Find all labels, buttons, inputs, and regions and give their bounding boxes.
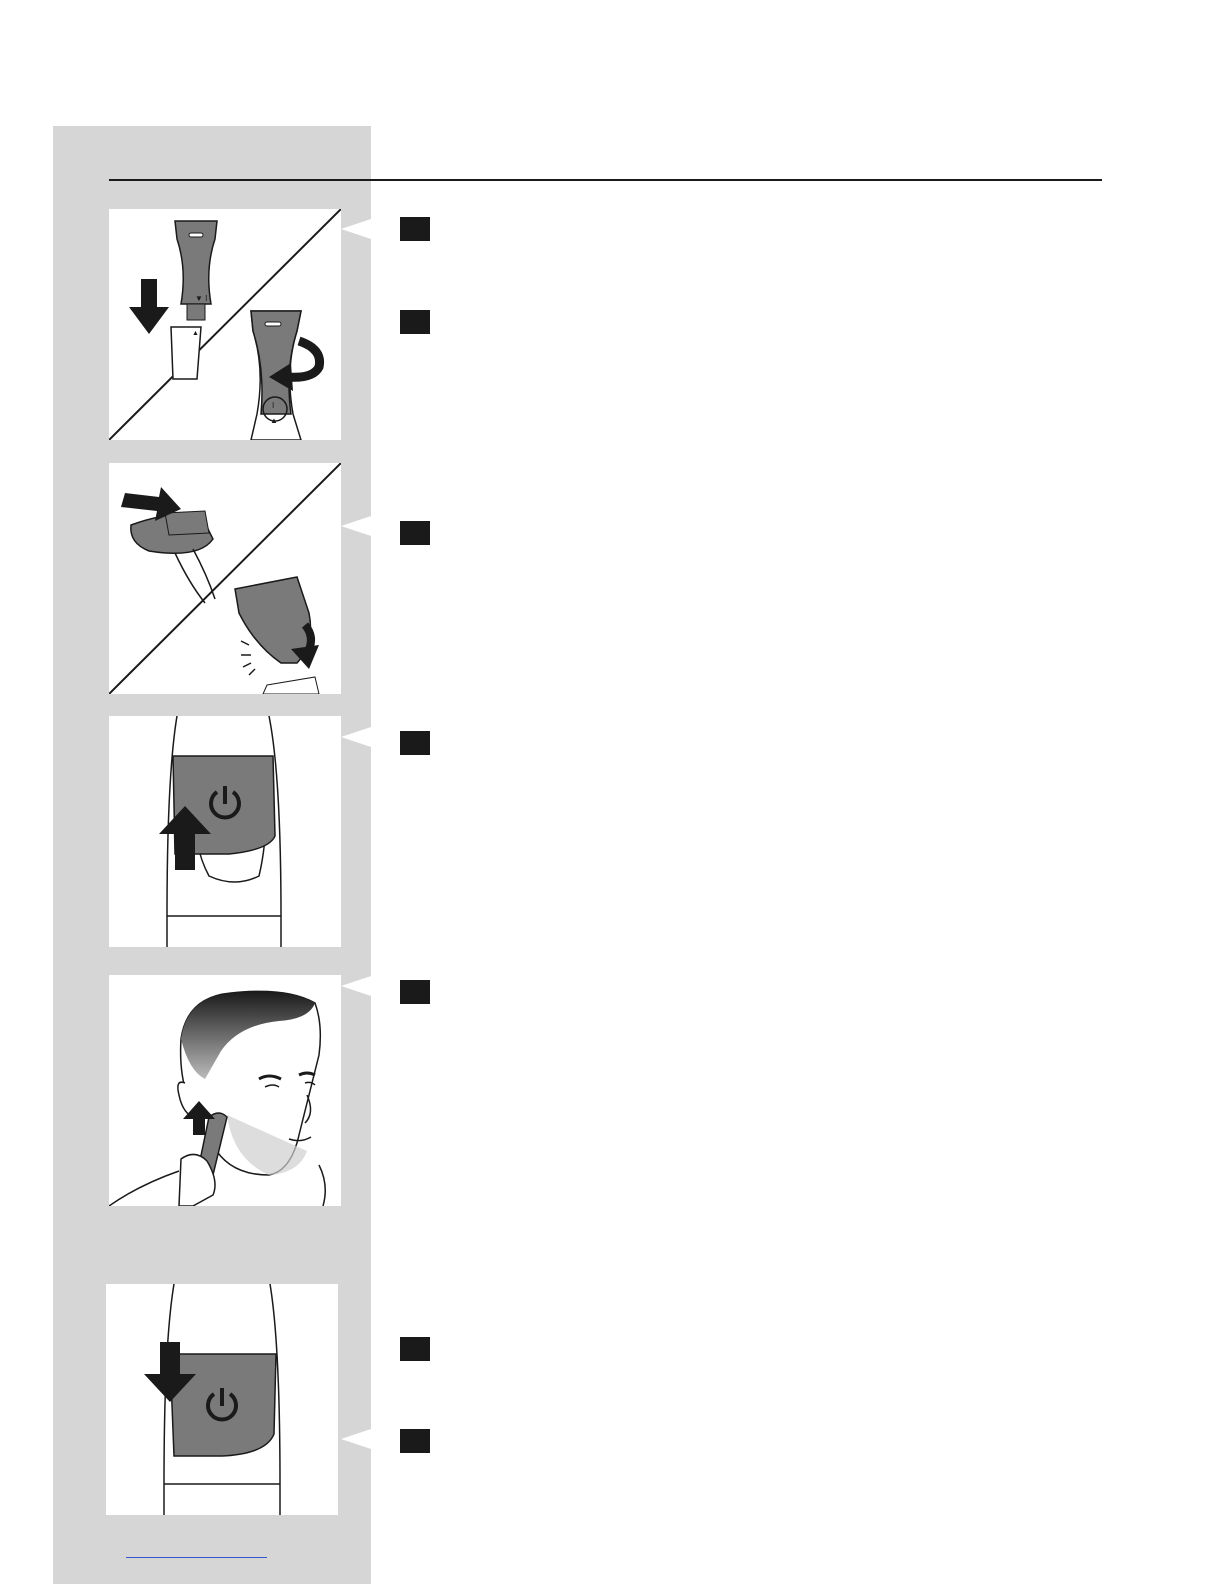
header-rule	[109, 179, 1102, 181]
step-marker	[400, 217, 430, 241]
step-marker	[400, 1429, 430, 1453]
panel-pointer	[341, 516, 371, 536]
illustration-trim-beard	[109, 975, 341, 1206]
svg-text:I: I	[272, 401, 275, 410]
man-face	[109, 991, 325, 1206]
illustration-click-comb	[109, 463, 341, 694]
beard-comb	[131, 511, 215, 603]
comb-attachment	[171, 221, 217, 379]
panel-pointer	[341, 219, 371, 239]
illustration-switch-on	[109, 716, 341, 947]
svg-text:▲: ▲	[270, 416, 278, 425]
footer-link-underline[interactable]	[126, 1557, 267, 1558]
step-marker	[400, 731, 430, 755]
panel-pointer	[341, 727, 371, 747]
illustration-switch-off	[106, 1284, 338, 1515]
step-marker	[400, 980, 430, 1004]
svg-text:▲: ▲	[192, 330, 199, 337]
arrow-down-icon	[129, 279, 169, 334]
panel-pointer	[341, 1429, 371, 1449]
click-sound-icon	[241, 641, 255, 675]
svg-text:▼ I: ▼ I	[195, 294, 208, 303]
step-marker	[400, 310, 430, 334]
step-marker	[400, 1337, 430, 1361]
illustration-attach-comb	[109, 209, 341, 440]
panel-pointer	[341, 976, 371, 996]
step-marker	[400, 521, 430, 545]
